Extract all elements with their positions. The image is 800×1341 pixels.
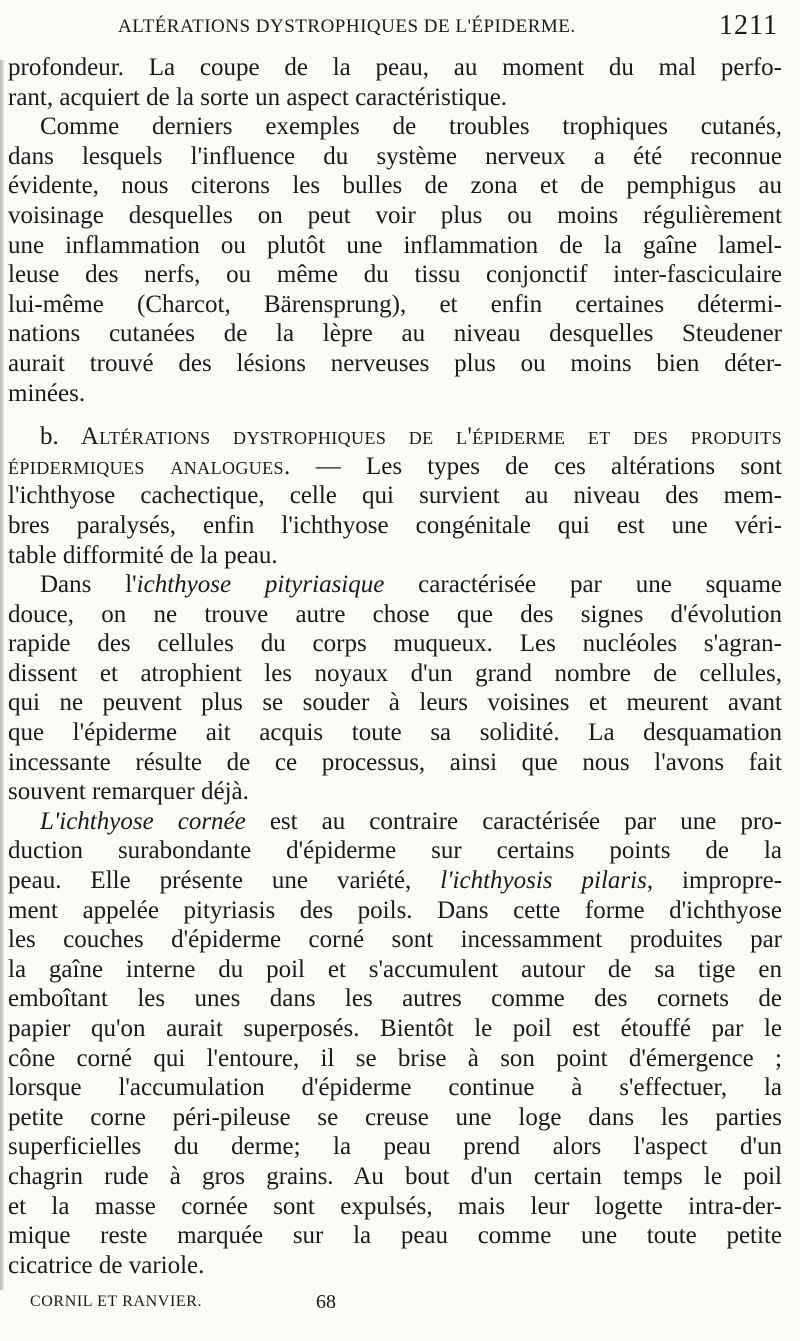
text-line: cicatrice de variole. bbox=[8, 1251, 205, 1279]
section-spacer bbox=[8, 408, 782, 422]
running-header bbox=[118, 12, 778, 46]
running-title: ALTÉRATIONS DYSTROPHIQUES DE L'ÉPIDERME. bbox=[118, 16, 576, 37]
text-line: dissent et atrophient les noyaux d'un grand nombre de cellules, bbox=[8, 659, 782, 687]
printer-signature: CORNIL ET RANVIER. bbox=[30, 1293, 203, 1310]
text-line: voisinage desquelles on peut voir plus ou moins régulièrement bbox=[8, 201, 782, 229]
text-line: l'ichthyose cachectique, celle qui survient au niveau des mem- bbox=[8, 482, 782, 510]
section-marker: b. bbox=[40, 423, 59, 451]
text-line: lorsque l'accumulation d'épiderme continue à s'effectuer, la bbox=[8, 1074, 782, 1102]
text-line bbox=[8, 807, 782, 837]
text-line: petite corne péri-pileuse se creuse une loge dans les parties bbox=[8, 1103, 782, 1131]
section-heading: Altérations dystrophiques de l'épiderme et des produits bbox=[80, 423, 782, 451]
text-line bbox=[8, 570, 782, 600]
text-line: table difformité de la peau. bbox=[8, 541, 278, 569]
text-line: duction surabondante d'épiderme sur certains points de la bbox=[8, 837, 782, 865]
text-line: cône corné qui l'entoure, il se brise à son point d'émergence ; bbox=[8, 1044, 782, 1072]
text-line: emboîtant les unes dans les autres comme des cornets de bbox=[8, 985, 782, 1013]
section-text: Les types de ces altérations sont bbox=[365, 452, 782, 480]
text-line: les couches d'épiderme corné sont incessamment produites par bbox=[8, 926, 782, 954]
section-heading-line bbox=[8, 422, 782, 452]
sheet-number: 68 bbox=[316, 1291, 336, 1313]
text-line: aurait trouvé des lésions nerveuses plus ou moins bien déter- bbox=[8, 349, 782, 377]
signature-footer bbox=[30, 1293, 350, 1317]
text-line: leuse des nerfs, ou même du tissu conjonctif inter-fasciculaire bbox=[8, 261, 782, 289]
text-line bbox=[8, 866, 782, 896]
text-line: une inflammation ou plutôt une inflammation de la gaîne lamel- bbox=[8, 231, 782, 259]
text-run: est au contraire caractérisée par une pro- bbox=[245, 807, 782, 835]
text-line: bres paralysés, enfin l'ichthyose congénitale qui est une véri- bbox=[8, 511, 782, 539]
page-number: 1211 bbox=[719, 10, 778, 41]
text-run: Dans l' bbox=[40, 571, 137, 599]
italic-term: l'ichthyosis pilaris bbox=[440, 867, 647, 895]
text-line: papier qu'on aurait superposés. Bientôt le poil est étouffé par le bbox=[8, 1015, 782, 1042]
text-line: superficielles du derme; la peau prend alors l'aspect d'un bbox=[8, 1133, 782, 1161]
text-line: évidente, nous citerons les bulles de zona et de pemphigus au bbox=[8, 172, 782, 200]
page-body bbox=[8, 53, 782, 1280]
binding-gutter-shadow bbox=[0, 60, 4, 1290]
section-heading-line bbox=[8, 452, 782, 482]
text-line: Comme derniers exemples de troubles trophiques cutanés, bbox=[40, 113, 782, 141]
text-line: incessante résulte de ce processus, ainsi que nous l'avons fait bbox=[8, 748, 782, 776]
italic-term: L'ichthyose cornée bbox=[40, 807, 246, 835]
text-line: rapide des cellules du corps muqueux. Les nucléoles s'agran- bbox=[8, 630, 782, 658]
text-line: douce, on ne trouve autre chose que des signes d'évolution bbox=[8, 600, 782, 628]
text-line: lui-même (Charcot, Bärensprung), et enfin certaines détermi- bbox=[8, 290, 782, 318]
text-run: peau. Elle présente une variété, bbox=[8, 867, 441, 895]
text-line: que l'épiderme ait acquis toute sa solidité. La desquamation bbox=[8, 719, 782, 747]
text-line: dans lesquels l'influence du système nerveux a été reconnue bbox=[8, 142, 782, 170]
text-line: souvent remarquer déjà. bbox=[8, 778, 249, 806]
text-run: , impropre- bbox=[646, 867, 782, 895]
text-line: ment appelée pityriasis des poils. Dans cette forme d'ichthyose bbox=[8, 896, 782, 924]
text-line: rant, acquiert de la sorte un aspect caractéristique. bbox=[8, 83, 508, 111]
text-line: et la masse cornée sont expulsés, mais leur logette intra-der- bbox=[8, 1192, 782, 1220]
heading-dash: — bbox=[290, 452, 366, 480]
text-line: mique reste marquée sur la peau comme une toute petite bbox=[8, 1222, 782, 1250]
text-line: nations cutanées de la lèpre au niveau desquelles Steudener bbox=[8, 320, 782, 348]
text-line: minées. bbox=[8, 379, 86, 407]
text-line: profondeur. La coupe de la peau, au moment du mal perfo- bbox=[8, 54, 782, 81]
text-line: la gaîne interne du poil et s'accumulent autour de sa tige en bbox=[8, 955, 782, 983]
text-run: caractérisée par une squame bbox=[384, 571, 782, 599]
text-line: qui ne peuvent plus se souder à leurs voisines et meurent avant bbox=[8, 689, 782, 717]
italic-term: ichthyose pityriasique bbox=[136, 571, 385, 599]
section-heading-continued: épidermiques analogues. bbox=[8, 452, 291, 480]
text-line: chagrin rude à gros grains. Au bout d'un certain temps le poil bbox=[8, 1162, 782, 1190]
